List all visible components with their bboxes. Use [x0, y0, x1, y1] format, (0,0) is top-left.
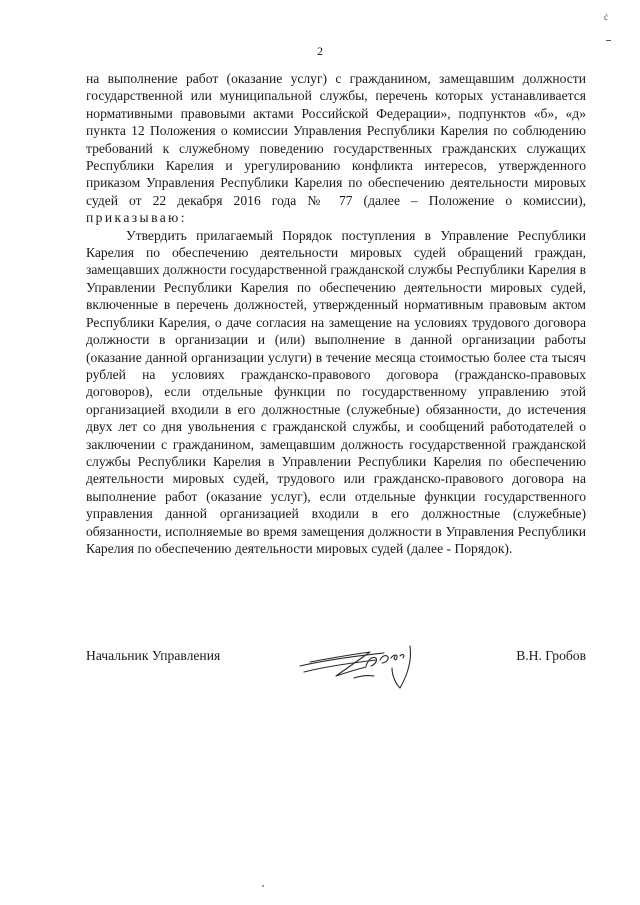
position-title: Начальник Управления [86, 648, 221, 663]
body-paragraph-2: Утвердить прилагаемый Порядок поступления в Управление Республики Карелия по обеспечению деятельности мировых судей обращений граждан, замещавших должности государственной гражданской службы Республики Карелия в Управлении Республики Карелия по обеспечению деятельности мировых судей, включенные в перечень должностей, утвержденный нормативным правовым актом Республики Карелия, о даче согласия на замещение на условиях трудового договора должности в организации и (или) выполнение в данной организации работы (оказание данной организации услуги) в течение месяца стоимостью более ста тысяч рублей на условиях гражданско-правового договора (гражданско-правовых договоров), если отдельные функции по государственному управлению этой организацией входили в его должностные (служебные) обязанности, до истечения двух лет со дня увольнения с гражданской службы, и сообщений работодателей о заключении с гражданином, замещавшим должность государственной гражданской службы Республики Карелия в Управлении Республики Карелия по обеспечению деятельности мировых судей, трудового или гражданско-правового договора на выполнение работ (оказание услуг), если отдельные функции государственного управления данной организацией входили в его должностные (служебные) обязанности, исполняемые во время замещения должности в Управления Республики Карелия по обеспечению деятельности мировых судей (далее - Порядок). [86, 227, 586, 556]
page-number: 2 [317, 44, 323, 58]
corner-scan-mark: ċ [604, 12, 608, 22]
handwritten-signature [296, 636, 426, 694]
paragraph-1-text: на выполнение работ (оказание услуг) с гражданином, замещавшим должности государственной или муниципальной службы, перечень которых устанавливается нормативными правовыми актами Российской Федерации», подпунктов «б», «д» пункта 12 Положения о комиссии Управления Республики Карелия по соблюдению требований к служебному поведению государственных гражданских служащих Республики Карелия и урегулированию конфликта интересов, утвержденного приказом Управления Республики Карелия по обеспечению деятельности мировых судей от 22 декабря 2016 года № 77 (далее – Положение о комиссии), [86, 71, 586, 208]
signature-block [86, 648, 586, 698]
corner-scan-dash [606, 40, 611, 41]
body-paragraph-1 [86, 70, 586, 227]
document-body [86, 70, 586, 557]
signer-name: В.Н. Гробов [516, 648, 586, 663]
order-word: приказываю: [86, 210, 187, 226]
scan-speck [262, 885, 264, 887]
